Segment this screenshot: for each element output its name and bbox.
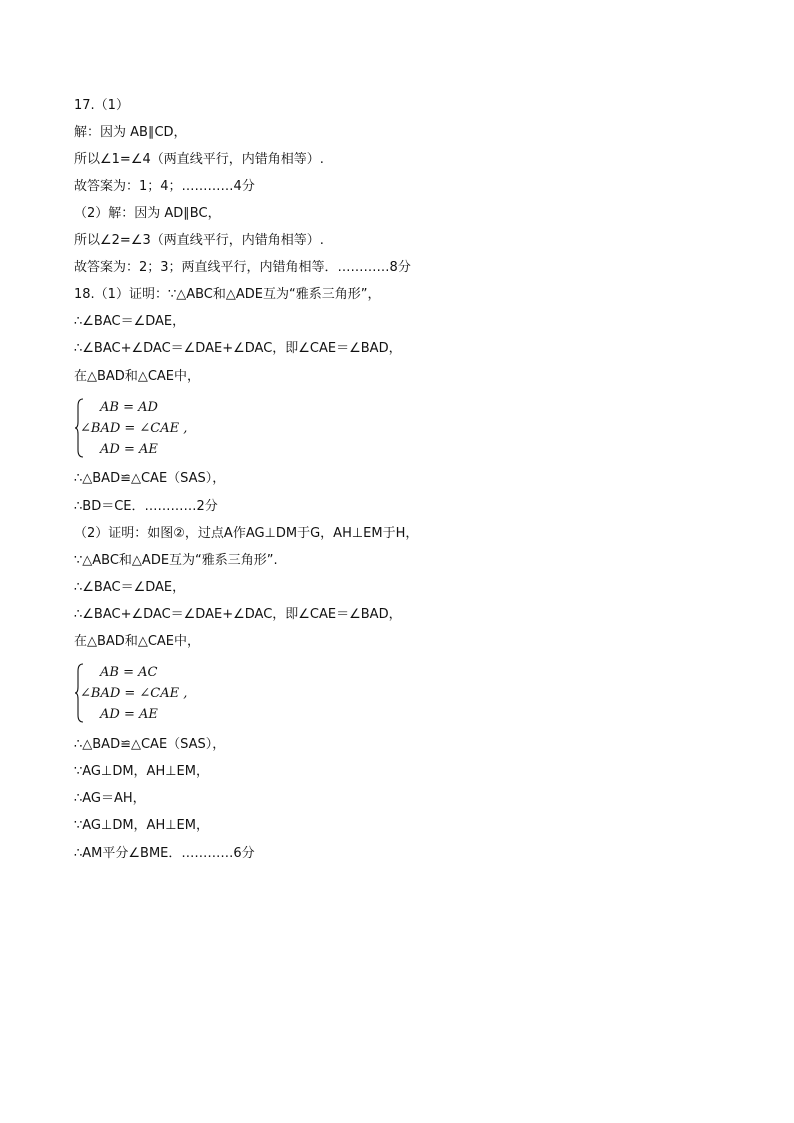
- q18-line-1: 18.（1）证明：∵△ABC和△ADE互为“雅系三角形”，: [74, 287, 381, 302]
- q18-line-7: （2）证明：如图②，过点A作AG⊥DM于G，AH⊥EM于H，: [74, 526, 419, 541]
- q18-line-6: ∴BD＝CE．…………2分: [74, 499, 218, 514]
- q18-line-3: ∴∠BAC+∠DAC＝∠DAE+∠DAC，即∠CAE＝∠BAD，: [74, 341, 402, 356]
- q17-line-4: （2）解：因为 AD∥BC，: [74, 206, 221, 221]
- system-2-row-2: ∠BAD = ∠CAE ,: [80, 686, 188, 701]
- system-1-row-1: AB = AD: [100, 400, 158, 415]
- q17-line-1: 解：因为 AB∥CD，: [74, 125, 187, 140]
- q18-line-11: 在△BAD和△CAE中，: [74, 634, 201, 649]
- q17-line-3: 故答案为：1；4；…………4分: [74, 179, 255, 194]
- q18-line-4: 在△BAD和△CAE中，: [74, 369, 201, 384]
- q18-line-9: ∴∠BAC＝∠DAE，: [74, 580, 186, 595]
- system-2-row-1: AB = AC: [100, 665, 158, 680]
- equation-system-2: [74, 663, 234, 721]
- q18-line-14: ∴AG＝AH，: [74, 791, 146, 806]
- q18-line-5: ∴△BAD≌△CAE（SAS），: [74, 471, 226, 486]
- q18-line-2: ∴∠BAC＝∠DAE，: [74, 314, 186, 329]
- q18-line-16: ∴AM平分∠BME．…………6分: [74, 846, 255, 861]
- q18-line-8: ∵△ABC和△ADE互为“雅系三角形”.: [74, 553, 278, 568]
- q18-line-13: ∵AG⊥DM，AH⊥EM，: [74, 764, 209, 779]
- system-1-row-2: ∠BAD = ∠CAE ,: [80, 421, 188, 436]
- q17-heading: 17.（1）: [74, 98, 129, 113]
- system-1-row-3: AD = AE: [100, 442, 158, 457]
- q17-line-5: 所以∠2=∠3（两直线平行，内错角相等）.: [74, 233, 324, 248]
- q17-line-6: 故答案为：2；3；两直线平行，内错角相等．…………8分: [74, 260, 411, 275]
- q18-line-12: ∴△BAD≌△CAE（SAS），: [74, 737, 226, 752]
- q18-line-10: ∴∠BAC+∠DAC＝∠DAE+∠DAC，即∠CAE＝∠BAD，: [74, 607, 402, 622]
- q17-line-2: 所以∠1=∠4（两直线平行，内错角相等）.: [74, 152, 324, 167]
- equation-system-1: [74, 398, 234, 456]
- q18-line-15: ∵AG⊥DM，AH⊥EM，: [74, 818, 209, 833]
- system-2-row-3: AD = AE: [100, 707, 158, 722]
